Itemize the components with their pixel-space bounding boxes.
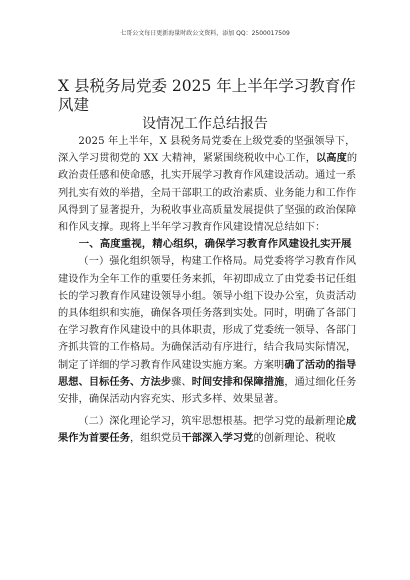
paragraph-organization — [58, 253, 360, 408]
paragraph-theory — [58, 413, 360, 447]
document-title: X 县税务局党委 2025 年上半年学习教育作风建 — [58, 77, 356, 114]
org-bold-1: 确了活动的指导思想、目标任务、方法步 — [58, 359, 357, 388]
document-body — [58, 133, 360, 448]
theory-text-a: （二）深化理论学习，筑牢思想根基。把学习党的最新理论 — [78, 416, 346, 428]
org-mid: 骤、 — [171, 376, 192, 388]
theory-text-b: ，组织党员 — [130, 433, 182, 445]
org-bold-2: 时间安排和保障措施 — [191, 376, 285, 388]
document-subtitle: 设情况工作总结报告 — [142, 116, 268, 132]
org-text: （一）强化组织领导，构建工作格局。局党委将学习教育作风建设作为全年工作的重要任务来抓，年初即成立了由党委书记任组长的学习教育作风建设领导小组。领导小组下设办公室，负责活动的具体组织和实施，确保各项任务落到实处。同时，明确了各部门在学习教育作风建设中的具体职责，形成了党委统一领导、各部门齐抓共管的工作格局。为确保活动有序进行，结合我局实际情况，制定了详细的学习教育作风建设实施方案。方案明 — [58, 256, 357, 371]
intro-bold: 以高度 — [316, 153, 347, 165]
paragraph-intro — [58, 133, 360, 236]
section-heading-1: 一、高度重视，精心组织，确保学习教育作风建设扎实开展 — [78, 238, 352, 251]
theory-bold-2: 干部深入学习党 — [181, 433, 254, 445]
intro-text-b: 的政治责任感和使命感，扎实开展学习教育作风建设活动。通过一系列扎实有效的举措，全局干部职工的政治素质、业务能力和工作作风得到了显著提升，为税收事业高质量发展提供了坚强的政治保障和作风支撑。现将上半年学习教育作风建设情况总结如下： — [58, 153, 358, 234]
intro-text-a: 2025 年上半年，X 县税务局党委在上级党委的坚强领导下，深入学习贯彻党的 XX 大精神，紧紧围绕税收中心工作， — [58, 136, 356, 165]
org-end: ，通过细化任务安排，确保活动内容充实、形式多样、效果显著。 — [58, 376, 357, 406]
theory-bold-1: 成果作为首要任务 — [58, 416, 357, 445]
watermark-header: 七哥公文每日更新海量时政公文资料，添加 QQ：2500017509 — [120, 30, 290, 37]
theory-text-c: 的创新理论、税收 — [253, 433, 336, 445]
